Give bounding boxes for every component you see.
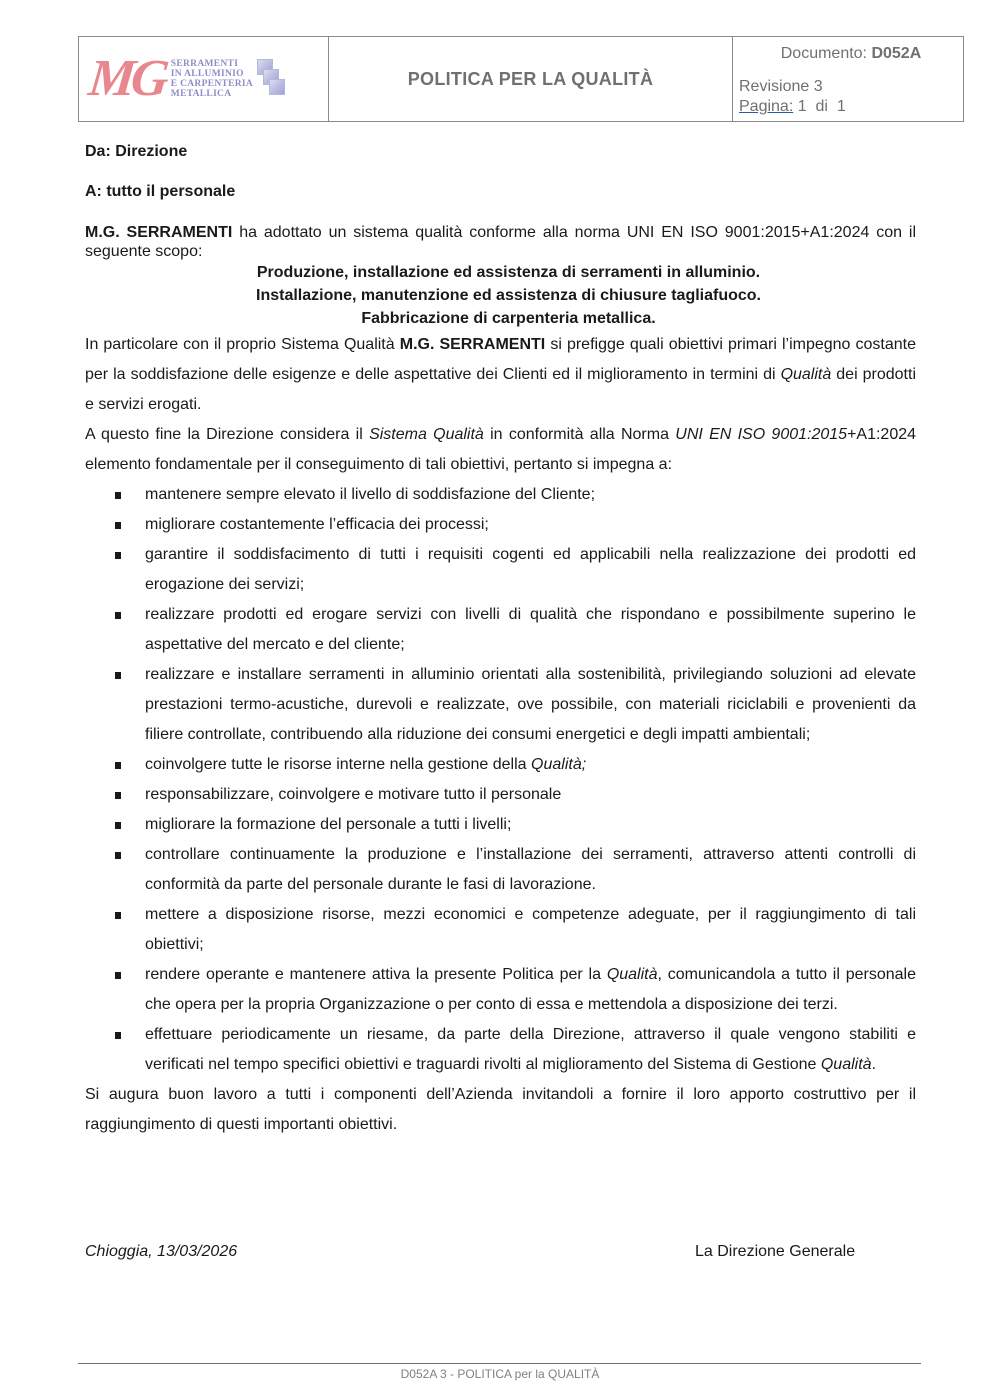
- closing-paragraph: Si augura buon lavoro a tutti i componenti dell’Azienda invitandoli a fornire il loro apporto costruttivo per il raggiungimento di questi importanti obiettivi.: [85, 1086, 916, 1133]
- scope-item: Fabbricazione di carpenteria metallica.: [361, 310, 656, 327]
- page-footer: D052A 3 - POLITICA per la QUALITÀ: [400, 1367, 600, 1381]
- place-date: Chioggia, 13/03/2026: [85, 1243, 238, 1260]
- signer: La Direzione Generale: [695, 1243, 856, 1260]
- list-item: migliorare la formazione del personale a tutti i livelli;: [85, 810, 916, 840]
- scope-item: Produzione, installazione ed assistenza di serramenti in alluminio.: [256, 264, 761, 281]
- footer-divider: [78, 1363, 921, 1364]
- list-item: realizzare prodotti ed erogare servizi con livelli di qualità che rispondano e possibilmente superino le aspettative del mercato e del cliente;: [85, 600, 916, 660]
- memo-to: A: tutto il personale: [85, 183, 236, 200]
- list-item: realizzare e installare serramenti in alluminio orientati alla sostenibilità, privilegiando soluzioni ad elevate prestazioni termo-acustiche, durevoli e realizzate, ove possibile, con materiali riciclabili e provenienti da filiere controllate, contribuendo alla riduzione dei consumi energetici e degli impatti ambientali;: [85, 660, 916, 750]
- objectives-paragraph: In particolare con il proprio Sistema Qualità M.G. SERRAMENTI si prefigge quali obiettivi primari l’impegno costante per la soddisfazione delle esigenze e delle aspettative dei Clienti ed il miglioramento in termini di Qualità dei prodotti e servizi erogati.: [85, 336, 917, 413]
- document-body: [85, 140, 916, 1140]
- page-number: Pagina: 1 di 1: [739, 98, 846, 115]
- logo-line: SERRAMENTI: [170, 59, 239, 69]
- list-item: rendere operante e mantenere attiva la presente Politica per la Qualità, comunicandola a tutto il personale che opera per la propria Organizzazione o per conto di essa e mettendola a disposizione dei terzi.: [85, 960, 916, 1020]
- list-item: garantire il soddisfacimento di tutti i requisiti cogenti ed applicabili nella realizzazione dei prodotti ed erogazione dei servizi;: [85, 540, 916, 600]
- list-item: controllare continuamente la produzione e l’installazione dei serramenti, attraverso attenti controlli di conformità da parte del personale durante le fasi di lavorazione.: [85, 840, 916, 900]
- list-item: mettere a disposizione risorse, mezzi economici e competenze adeguate, per il raggiungimento di tali obiettivi;: [85, 900, 916, 960]
- logo-line: E CARPENTERIA: [170, 79, 254, 89]
- logo-text: [171, 59, 253, 99]
- document-title: POLITICA PER LA QUALITÀ: [329, 37, 733, 121]
- list-item: mantenere sempre elevato il livello di soddisfazione del Cliente;: [85, 480, 916, 510]
- company-logo: [79, 37, 329, 121]
- intro-paragraph: M.G. SERRAMENTI ha adottato un sistema qualità conforme alla norma UNI EN ISO 9001:2015+A1:2024 con il seguente scopo:: [85, 224, 917, 260]
- logo-line: METALLICA: [170, 89, 232, 99]
- document-header: [78, 36, 964, 122]
- logo-line: IN ALLUMINIO: [170, 69, 244, 79]
- list-item: responsabilizzare, coinvolgere e motivare tutto il personale: [85, 780, 916, 810]
- scope-list: [101, 261, 916, 330]
- list-item: migliorare costantemente l’efficacia dei processi;: [85, 510, 916, 540]
- document-info: [733, 37, 963, 121]
- list-item: effettuare periodicamente un riesame, da parte della Direzione, attraverso il quale vengono stabiliti e verificati nel tempo specifici obiettivi e traguardi rivolti al miglioramento del Sistema di Gestione Qualità.: [85, 1020, 916, 1080]
- document-code: Documento: D052A: [780, 45, 922, 62]
- logo-squares-icon: [257, 59, 287, 99]
- commitments-list: [85, 480, 916, 1080]
- list-item: coinvolgere tutte le risorse interne nella gestione della Qualità;: [85, 750, 916, 780]
- commitment-paragraph: A questo fine la Direzione considera il Sistema Qualità in conformità alla Norma UNI EN ISO 9001:2015+A1:2024 elemento fondamentale per il conseguimento di tali obiettivi, pertanto si impegna a:: [85, 426, 917, 473]
- memo-from: Da: Direzione: [85, 143, 188, 160]
- revision: Revisione 3: [739, 78, 823, 95]
- scope-item: Installazione, manutenzione ed assistenza di chiusure tagliafuoco.: [256, 287, 761, 304]
- logo-mark: MG: [86, 50, 168, 107]
